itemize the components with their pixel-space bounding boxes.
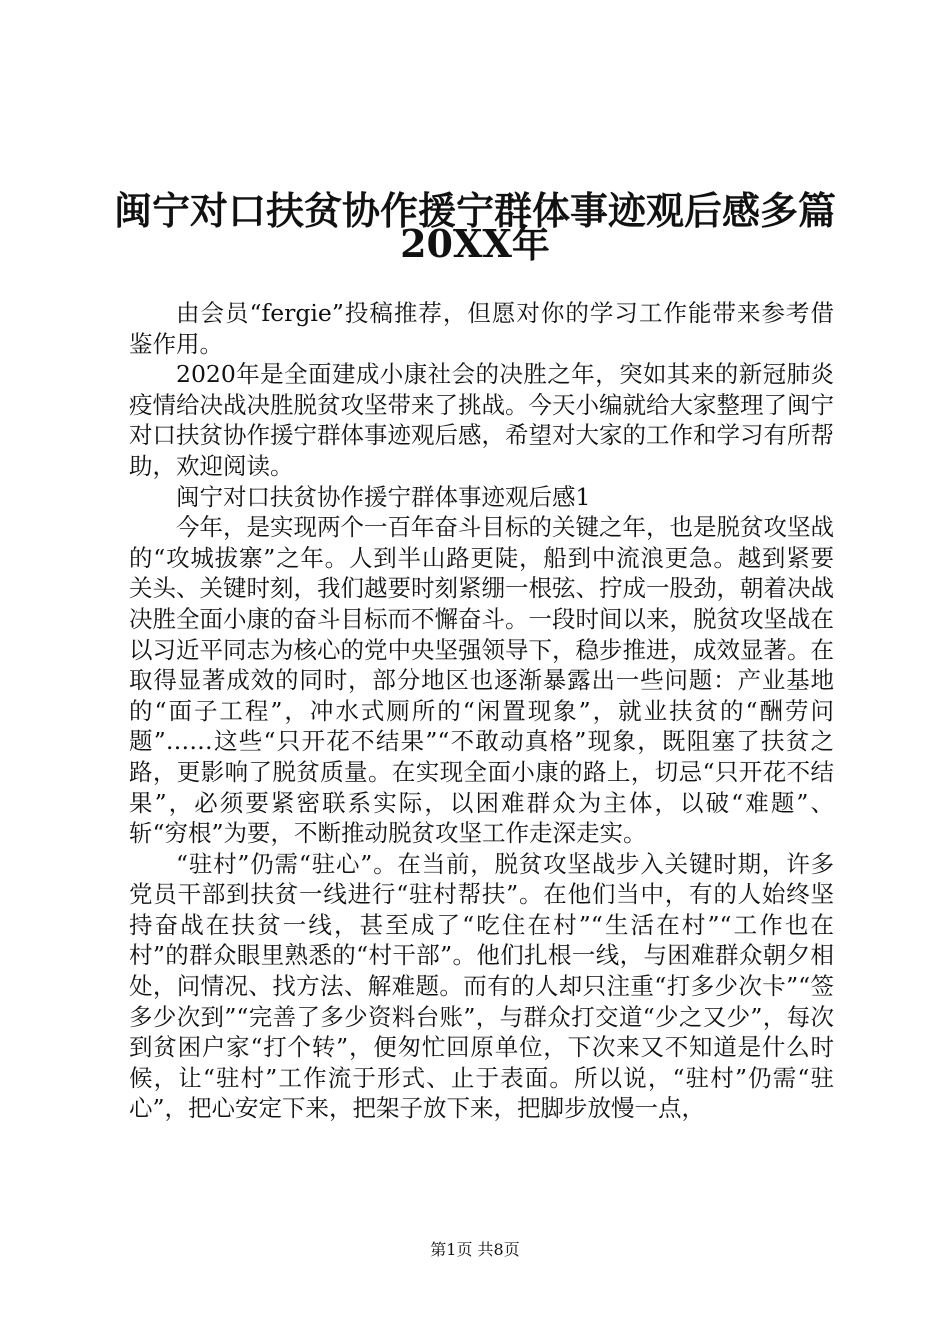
document-title-line2: 20XX年 [400,221,550,266]
paragraph-body-2: “驻村”仍需“驻心”。在当前，脱贫攻坚战步入关键时期，许多党员干部到扶贫一线进行“驻村帮扶”。在他们当中，有的人始终坚持奋战在扶贫一线，甚至成了“吃住在村”“生活在村”“工作也在村”的群众眼里熟悉的“村干部”。他们扎根一线，与困难群众朝夕相处，问情况、找方法、解难题。而有的人却只注重“打多少次卡”“签多少次到”“完善了多少资料台账”，与群众打交道“少之又少”，每次到贫困户家“打个转”，便匆忙回原单位，下次来又不知道是什么时候，让“驻村”工作流于形式、止于表面。所以说，“驻村”仍需“驻心”，把心安定下来，把架子放下来，把脚步放慢一点， [129,849,834,1123]
section-heading: 闽宁对口扶贫协作援宁群体事迹观后感1 [176,482,591,511]
document-body [129,298,834,1124]
paragraph-contributor-note: 由会员“fergie”投稿推荐，但愿对你的学习工作能带来参考借鉴作用。 [129,299,834,358]
paragraph-body-1: 今年，是实现两个一百年奋斗目标的关键之年，也是脱贫攻坚战的“攻城拔寨”之年。人到半山路更陡，船到中流浪更急。越到紧要关头、关键时刻，我们越要时刻紧绷一根弦、拧成一股劲，朝着决战决胜全面小康的奋斗目标而不懈奋斗。一段时间以来，脱贫攻坚战在以习近平同志为核心的党中央坚强领导下，稳步推进，成效显著。在取得显著成效的同时，部分地区也逐渐暴露出一些问题：产业基地的“面子工程”，冲水式厕所的“闲置现象”，就业扶贫的“酬劳问题”……这些“只开花不结果”“不敢动真格”现象，既阻塞了扶贫之路，更影响了脱贫质量。在实现全面小康的路上，切忌“只开花不结果”，必须要紧密联系实际，以困难群众为主体，以破“难题”、斩“穷根”为要，不断推动脱贫攻坚工作走深走实。 [129,513,834,848]
document-title-line1: 闽宁对口扶贫协作援宁群体事迹观后感多篇 [113,188,836,233]
paragraph-intro: 2020年是全面建成小康社会的决胜之年，突如其来的新冠肺炎疫情给决战决胜脱贫攻坚带来了挑战。今天小编就给大家整理了闽宁对口扶贫协作援宁群体事迹观后感，希望对大家的工作和学习有所帮助，欢迎阅读。 [129,360,834,480]
page-footer: 第1页 共8页 [430,1240,520,1259]
